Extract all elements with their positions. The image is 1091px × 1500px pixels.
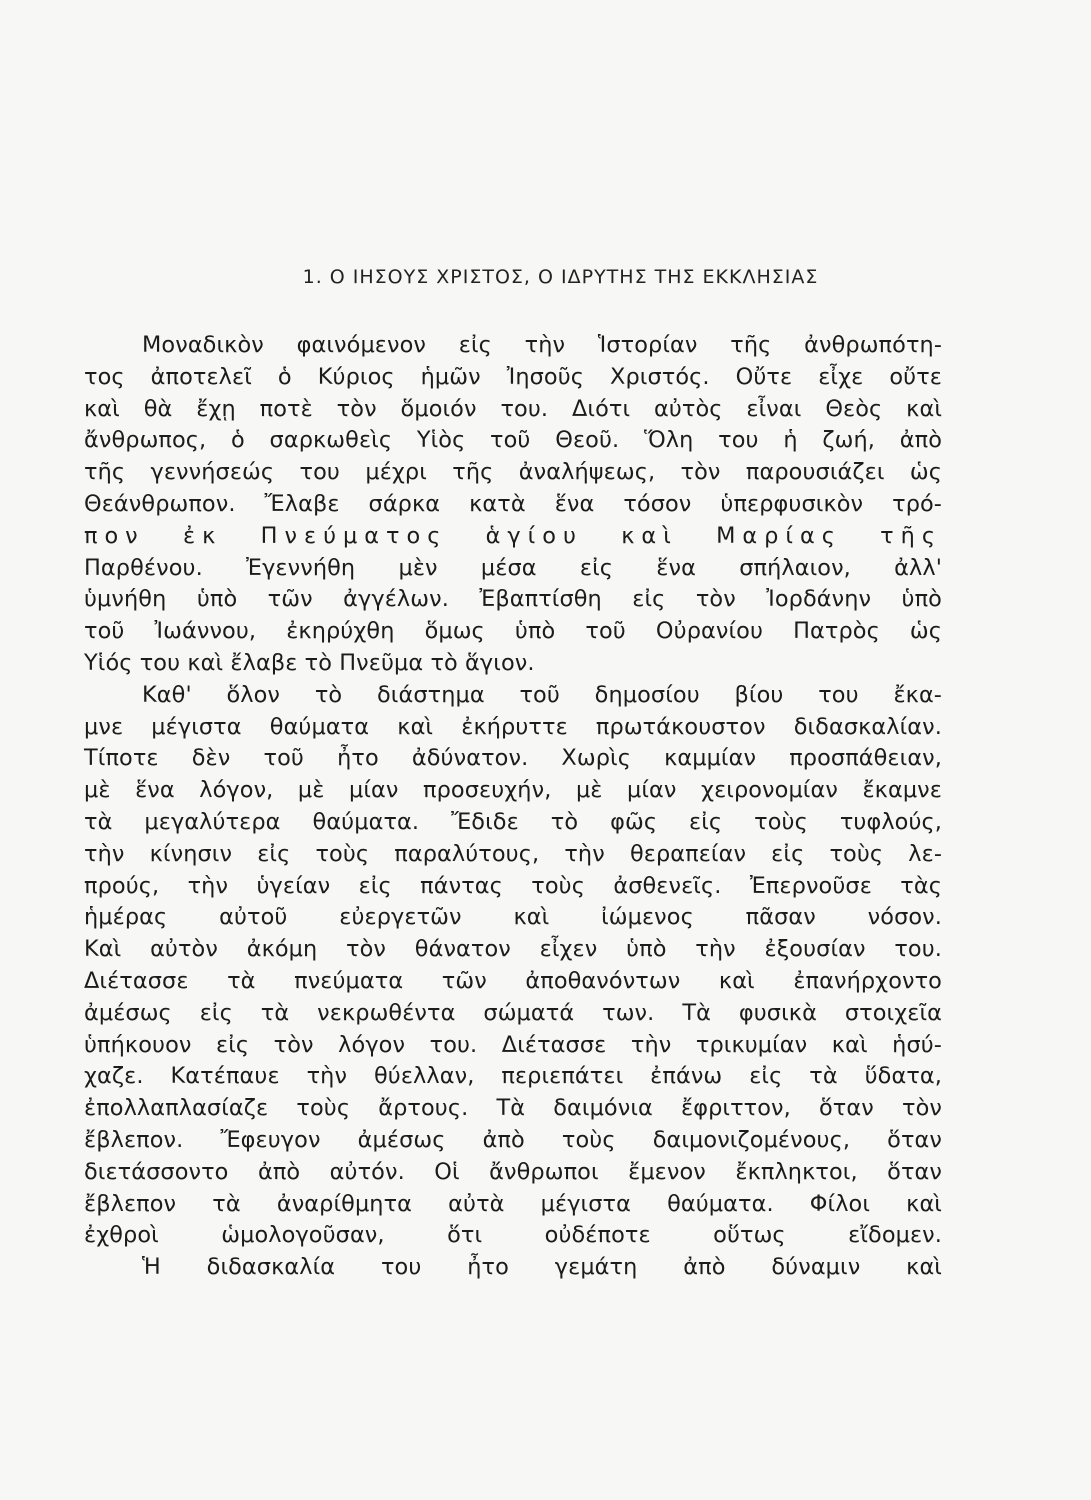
text-line: πον ἐκ Πνεύματος ἁγίου καὶ Μαρίας τῆς [84, 522, 942, 549]
text-line: ἡμέρας αὐτοῦ εὐεργετῶν καὶ ἰώμενος πᾶσαν νόσον. [84, 904, 942, 931]
text-line: τος ἀποτελεῖ ὁ Κύριος ἡμῶν Ἰησοῦς Χριστός. Οὔτε εἶχε οὔτε [84, 363, 942, 390]
text-line: τὴν κίνησιν εἰς τοὺς παραλύτους, τὴν θεραπείαν εἰς τοὺς λε- [84, 840, 942, 867]
text-line: Τίποτε δὲν τοῦ ἦτο ἀδύνατον. Χωρὶς καμμίαν προσπάθειαν, [84, 745, 942, 772]
text-line: ἔβλεπον τὰ ἀναρίθμητα αὐτὰ μέγιστα θαύματα. Φίλοι καὶ [84, 1190, 942, 1217]
text-line: τὰ μεγαλύτερα θαύματα. Ἔδιδε τὸ φῶς εἰς τοὺς τυφλούς, [84, 808, 942, 835]
text-line: ὑμνήθη ὑπὸ τῶν ἀγγέλων. Ἐβαπτίσθη εἰς τὸν Ἰορδάνην ὑπὸ [84, 586, 942, 613]
text-line: τοῦ Ἰωάννου, ἐκηρύχθη ὅμως ὑπὸ τοῦ Οὐρανίου Πατρὸς ὡς [84, 618, 942, 645]
text-line: μνε μέγιστα θαύματα καὶ ἐκήρυττε πρωτάκουστον διδασκαλίαν. [84, 713, 942, 740]
text-line: καὶ θὰ ἔχῃ ποτὲ τὸν ὅμοιόν του. Διότι αὐτὸς εἶναι Θεὸς καὶ [84, 395, 942, 422]
text-line: τῆς γεννήσεώς του μέχρι τῆς ἀναλήψεως, τὸν παρουσιάζει ὡς [84, 459, 942, 486]
text-line: διετάσσοντο ἀπὸ αὐτόν. Οἱ ἄνθρωποι ἔμενον ἔκπληκτοι, ὅταν [84, 1158, 942, 1185]
text-line: χαζε. Κατέπαυε τὴν θύελλαν, περιεπάτει ἐπάνω εἰς τὰ ὕδατα, [84, 1063, 942, 1090]
chapter-heading: 1. Ο ΙΗΣΟΥΣ ΧΡΙΣΤΟΣ, Ο ΙΔΡΥΤΗΣ ΤΗΣ ΕΚΚΛΗΣΙΑΣ [302, 266, 819, 288]
text-line: ἄνθρωπος, ὁ σαρκωθεὶς Υἱὸς τοῦ Θεοῦ. Ὅλη του ἡ ζωή, ἀπὸ [84, 427, 942, 454]
text-line: Θεάνθρωπον. Ἔλαβε σάρκα κατὰ ἕνα τόσον ὑπερφυσικὸν τρό- [84, 490, 942, 517]
text-line: Παρθένου. Ἐγεννήθη μὲν μέσα εἰς ἕνα σπήλαιον, ἀλλ' [84, 554, 942, 581]
text-line: Καθ' ὅλον τὸ διάστημα τοῦ δημοσίου βίου του ἔκα- [142, 681, 942, 708]
text-line: Διέτασσε τὰ πνεύματα τῶν ἀποθανόντων καὶ ἐπανήρχοντο [84, 967, 942, 994]
body-text [84, 330, 942, 1284]
text-line: προύς, τὴν ὑγείαν εἰς πάντας τοὺς ἀσθενεῖς. Ἐπερνοῦσε τὰς [84, 872, 942, 899]
text-line: Καὶ αὐτὸν ἀκόμη τὸν θάνατον εἶχεν ὑπὸ τὴν ἐξουσίαν του. [84, 936, 942, 963]
text-line: Μοναδικὸν φαινόμενον εἰς τὴν Ἱστορίαν τῆς ἀνθρωπότη- [142, 332, 942, 358]
text-line: Ἡ διδασκαλία του ἦτο γεμάτη ἀπὸ δύναμιν καὶ [142, 1254, 942, 1281]
text-line: ἐχθροὶ ὡμολογοῦσαν, ὅτι οὐδέποτε οὕτως εἴδομεν. [84, 1222, 942, 1249]
text-line: ἐπολλαπλασίαζε τοὺς ἄρτους. Τὰ δαιμόνια ἔφριττον, ὅταν τὸν [84, 1095, 942, 1122]
text-line: μὲ ἕνα λόγον, μὲ μίαν προσευχήν, μὲ μίαν χειρονομίαν ἔκαμνε [84, 777, 942, 804]
text-line: ἀμέσως εἰς τὰ νεκρωθέντα σώματά των. Τὰ φυσικὰ στοιχεῖα [84, 999, 942, 1026]
text-line: ἔβλεπον. Ἔφευγον ἀμέσως ἀπὸ τοὺς δαιμονιζομένους, ὅταν [84, 1126, 942, 1153]
text-line: ὑπήκουον εἰς τὸν λόγον του. Διέτασσε τὴν τρικυμίαν καὶ ἡσύ- [84, 1031, 942, 1058]
text-line: Υἱός του καὶ ἔλαβε τὸ Πνεῦμα τὸ ἅγιον. [84, 649, 535, 676]
